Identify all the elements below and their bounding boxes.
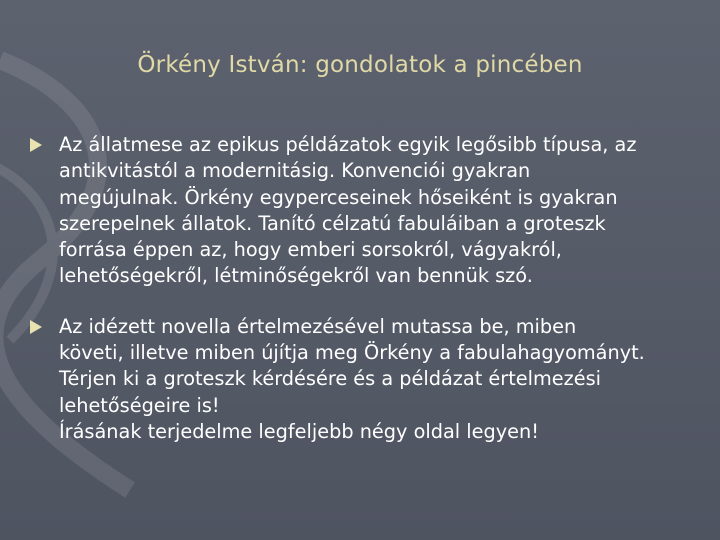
bullet-line: követi, illetve miben újítja meg Örkény a fabulahagyományt. <box>59 341 645 365</box>
bullet-line: lehetőségeire is! <box>59 393 220 417</box>
bullet-line: Térjen ki a groteszk kérdésére és a példázat értelmezési <box>59 367 602 391</box>
bullet-item <box>30 314 700 445</box>
triangle-right-icon <box>30 138 42 152</box>
bullet-item <box>30 132 700 290</box>
bullet-line: lehetőségekről, létminőségekről van bennük szó. <box>59 264 533 288</box>
triangle-right-icon <box>30 320 42 334</box>
bullet-line: antikvitástól a modernitásig. Konvenciói gyakran <box>59 159 531 183</box>
bullet-line: megújulnak. Örkény egyperceseinek hőseiként is gyakran <box>59 185 618 209</box>
bullet-line: forrása éppen az, hogy emberi sorsokról, vágyakról, <box>59 238 562 262</box>
bullet-line: szerepelnek állatok. Tanító célzatú fabuláiban a groteszk <box>59 211 606 235</box>
bullet-list <box>30 132 700 445</box>
bullet-line: Az idézett novella értelmezésével mutassa be, miben <box>59 314 577 338</box>
bullet-line: Az állatmese az epikus példázatok egyik legősibb típusa, az <box>59 133 637 156</box>
bullet-line: Írásának terjedelme legfeljebb négy oldal legyen! <box>59 419 539 443</box>
slide-title: Örkény István: gondolatok a pincében <box>137 52 583 78</box>
